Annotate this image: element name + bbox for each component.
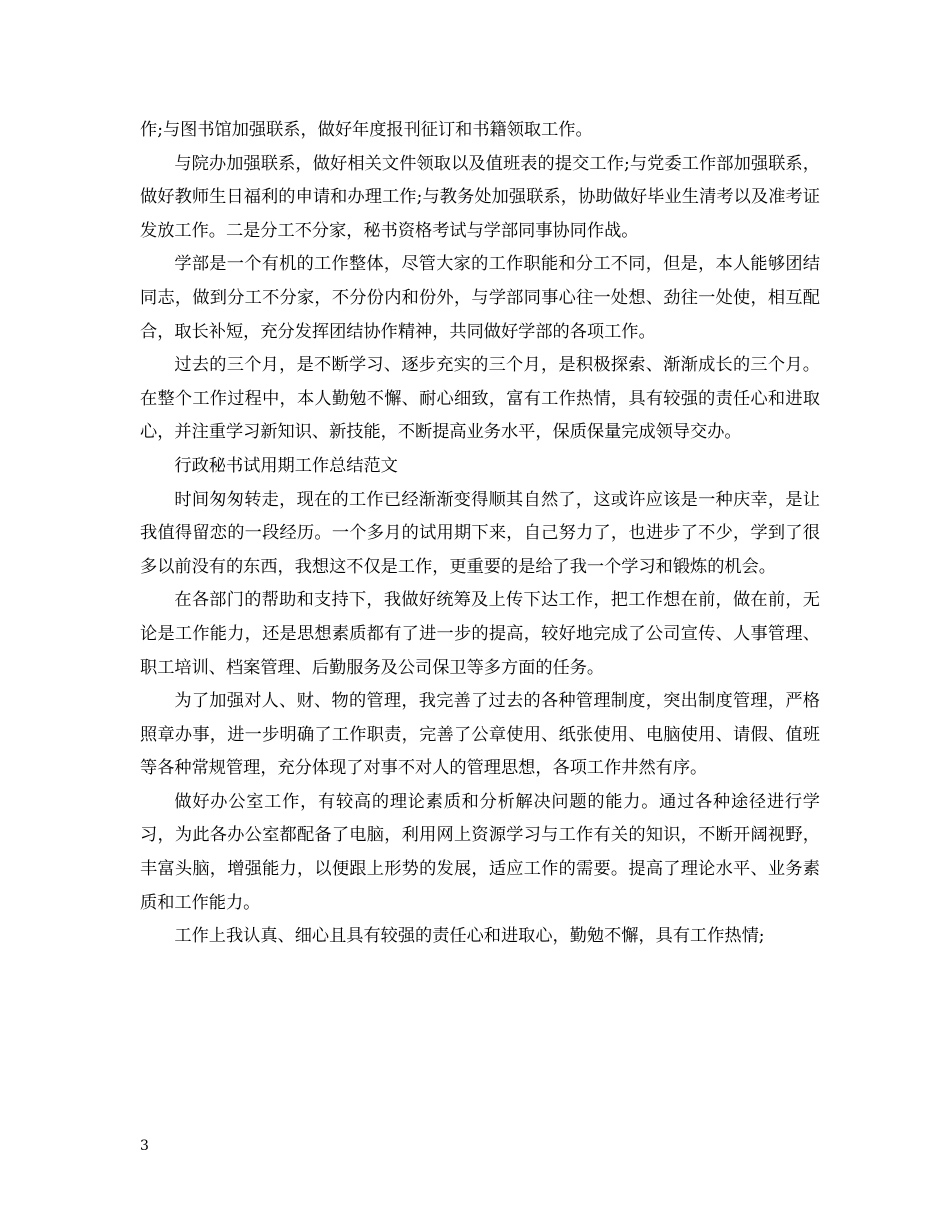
paragraph-9: 工作上我认真、细心且具有较强的责任心和进取心，勤勉不懈，具有工作热情; — [174, 926, 765, 947]
paragraph-2: 与院办加强联系，做好相关文件领取以及值班表的提交工作;与党委工作部加强联系，做好教师生日福利的申请和办理工作;与教务处加强联系，协助做好毕业生清考以及准考证发放工作。二是分工不分家，秘书资格考试与学部同事协同作战。 — [140, 153, 820, 241]
document-body — [140, 114, 820, 954]
paragraph-8: 做好办公室工作，有较高的理论素质和分析解决问题的能力。通过各种途径进行学习，为此各办公室都配备了电脑，利用网上资源学习与工作有关的知识，不断开阔视野，丰富头脑，增强能力，以便跟上形势的发展，适应工作的需要。提高了理论水平、业务素质和工作能力。 — [140, 791, 820, 913]
paragraph-7: 为了加强对人、财、物的管理，我完善了过去的各种管理制度，突出制度管理，严格照章办事，进一步明确了工作职责，完善了公章使用、纸张使用、电脑使用、请假、值班等各种常规管理，充分体现了对事不对人的管理思想，各项工作井然有序。 — [140, 691, 820, 779]
paragraph-3: 学部是一个有机的工作整体，尽管大家的工作职能和分工不同，但是，本人能够团结同志，做到分工不分家，不分份内和份外，与学部同事心往一处想、劲往一处使，相互配合，取长补短，充分发挥团结协作精神，共同做好学部的各项工作。 — [140, 254, 820, 342]
paragraph-1: 作;与图书馆加强联系，做好年度报刊征订和书籍领取工作。 — [140, 120, 593, 140]
paragraph-6: 在各部门的帮助和支持下，我做好统筹及上传下达工作，把工作想在前，做在前，无论是工作能力，还是思想素质都有了进一步的提高，较好地完成了公司宣传、人事管理、职工培训、档案管理、后勤服务及公司保卫等多方面的任务。 — [140, 590, 820, 678]
page-number: 3 — [140, 1138, 149, 1154]
section-heading: 行政秘书试用期工作总结范文 — [174, 455, 398, 476]
paragraph-4: 过去的三个月，是不断学习、逐步充实的三个月，是积极探索、渐渐成长的三个月。在整个工作过程中，本人勤勉不懈、耐心细致，富有工作热情，具有较强的责任心和进取心，并注重学习新知识、新技能，不断提高业务水平，保质保量完成领导交办。 — [140, 355, 820, 443]
paragraph-5: 时间匆匆转走，现在的工作已经渐渐变得顺其自然了，这或许应该是一种庆幸，是让我值得留恋的一段经历。一个多月的试用期下来，自己努力了，也进步了不少，学到了很多以前没有的东西，我想这不仅是工作，更重要的是给了我一个学习和锻炼的机会。 — [140, 489, 820, 577]
